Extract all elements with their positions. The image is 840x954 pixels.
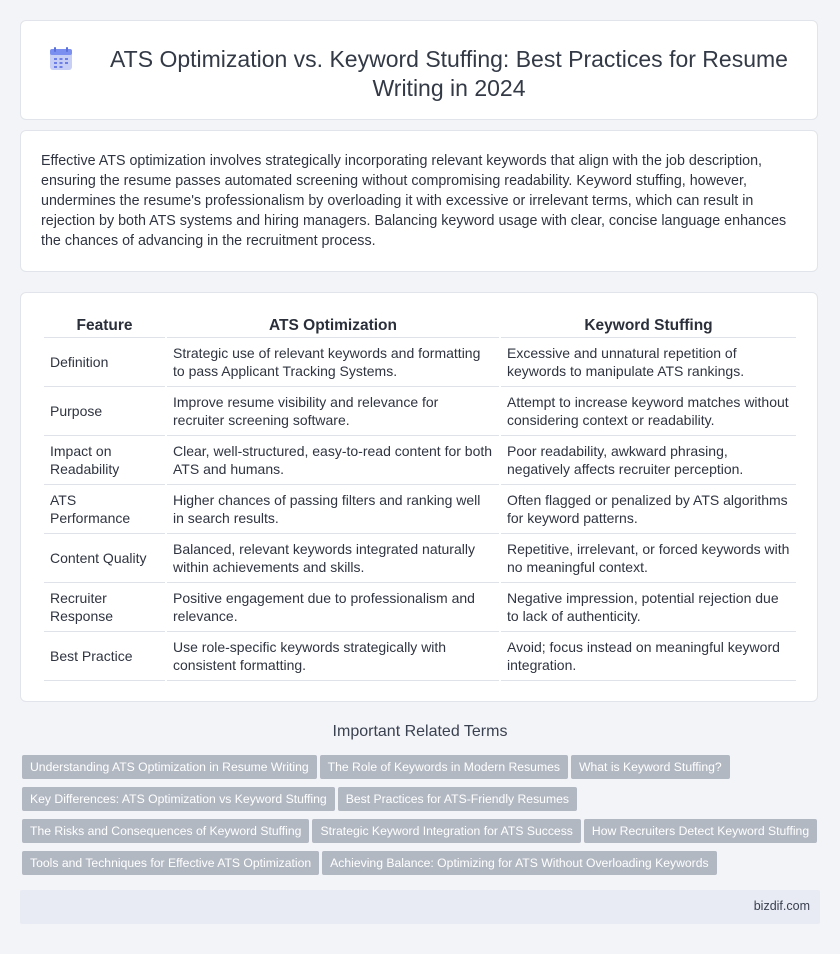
related-term-link[interactable]: The Role of Keywords in Modern Resumes	[320, 755, 568, 779]
feature-cell: Content Quality	[44, 534, 165, 583]
intro-card	[20, 130, 818, 272]
related-term-link[interactable]: Best Practices for ATS-Friendly Resumes	[338, 787, 577, 811]
related-term-link[interactable]: Achieving Balance: Optimizing for ATS Without Overloading Keywords	[322, 851, 716, 875]
related-term-link[interactable]: The Risks and Consequences of Keyword Stuffing	[22, 819, 309, 843]
related-term-link[interactable]: Strategic Keyword Integration for ATS Success	[312, 819, 580, 843]
feature-cell: ATS Performance	[44, 485, 165, 534]
stuffing-cell: Poor readability, awkward phrasing, negatively affects recruiter perception.	[501, 436, 796, 485]
ats-cell: Balanced, relevant keywords integrated naturally within achievements and skills.	[167, 534, 499, 583]
table-row	[44, 632, 796, 681]
stuffing-cell: Repetitive, irrelevant, or forced keywords with no meaningful context.	[501, 534, 796, 583]
related-term-link[interactable]: How Recruiters Detect Keyword Stuffing	[584, 819, 817, 843]
stuffing-cell: Excessive and unnatural repetition of keywords to manipulate ATS rankings.	[501, 338, 796, 387]
feature-cell: Definition	[44, 338, 165, 387]
related-term-link[interactable]: What is Keyword Stuffing?	[571, 755, 730, 779]
table-row	[44, 387, 796, 436]
related-terms-heading: Important Related Terms	[332, 723, 508, 740]
stuffing-cell: Avoid; focus instead on meaningful keyword integration.	[501, 632, 796, 681]
related-term-link[interactable]: Understanding ATS Optimization in Resume Writing	[22, 755, 317, 779]
title-card	[20, 20, 818, 120]
comparison-card	[20, 292, 818, 702]
calendar-icon	[48, 46, 74, 72]
header-feature: Feature	[44, 314, 165, 338]
stuffing-cell: Negative impression, potential rejection due to lack of authenticity.	[501, 583, 796, 632]
intro-paragraph: Effective ATS optimization involves strategically incorporating relevant keywords that align with the job description, ensuring the resume passes automated screening without compromising readability. Keyword stuffing, however, undermines the resume's professionalism by overloading it with excessive or irrelevant terms, which can result in rejection by both ATS systems and hiring managers. Balancing keyword usage with clear, concise language enhances the chances of advancing in the recruitment process.	[41, 153, 787, 249]
comparison-table	[42, 314, 798, 681]
ats-cell: Clear, well-structured, easy-to-read content for both ATS and humans.	[167, 436, 499, 485]
table-header-row	[44, 314, 796, 338]
page-title: ATS Optimization vs. Keyword Stuffing: Best Practices for Resume Writing in 2024	[110, 46, 788, 101]
related-terms-list	[22, 755, 822, 883]
ats-cell: Improve resume visibility and relevance for recruiter screening software.	[167, 387, 499, 436]
related-term-link[interactable]: Key Differences: ATS Optimization vs Keyword Stuffing	[22, 787, 335, 811]
stuffing-cell: Often flagged or penalized by ATS algorithms for keyword patterns.	[501, 485, 796, 534]
table-row	[44, 436, 796, 485]
table-row	[44, 485, 796, 534]
related-term-link[interactable]: Tools and Techniques for Effective ATS Optimization	[22, 851, 319, 875]
header-keyword-stuffing: Keyword Stuffing	[501, 314, 796, 338]
footer	[20, 890, 820, 924]
ats-cell: Strategic use of relevant keywords and formatting to pass Applicant Tracking Systems.	[167, 338, 499, 387]
ats-cell: Use role-specific keywords strategically with consistent formatting.	[167, 632, 499, 681]
feature-cell: Best Practice	[44, 632, 165, 681]
table-row	[44, 534, 796, 583]
feature-cell: Purpose	[44, 387, 165, 436]
ats-cell: Higher chances of passing filters and ranking well in search results.	[167, 485, 499, 534]
ats-cell: Positive engagement due to professionalism and relevance.	[167, 583, 499, 632]
footer-site-link[interactable]: bizdif.com	[753, 899, 810, 913]
feature-cell: Impact on Readability	[44, 436, 165, 485]
table-row	[44, 338, 796, 387]
table-row	[44, 583, 796, 632]
feature-cell: Recruiter Response	[44, 583, 165, 632]
stuffing-cell: Attempt to increase keyword matches without considering context or readability.	[501, 387, 796, 436]
header-ats-optimization: ATS Optimization	[167, 314, 499, 338]
